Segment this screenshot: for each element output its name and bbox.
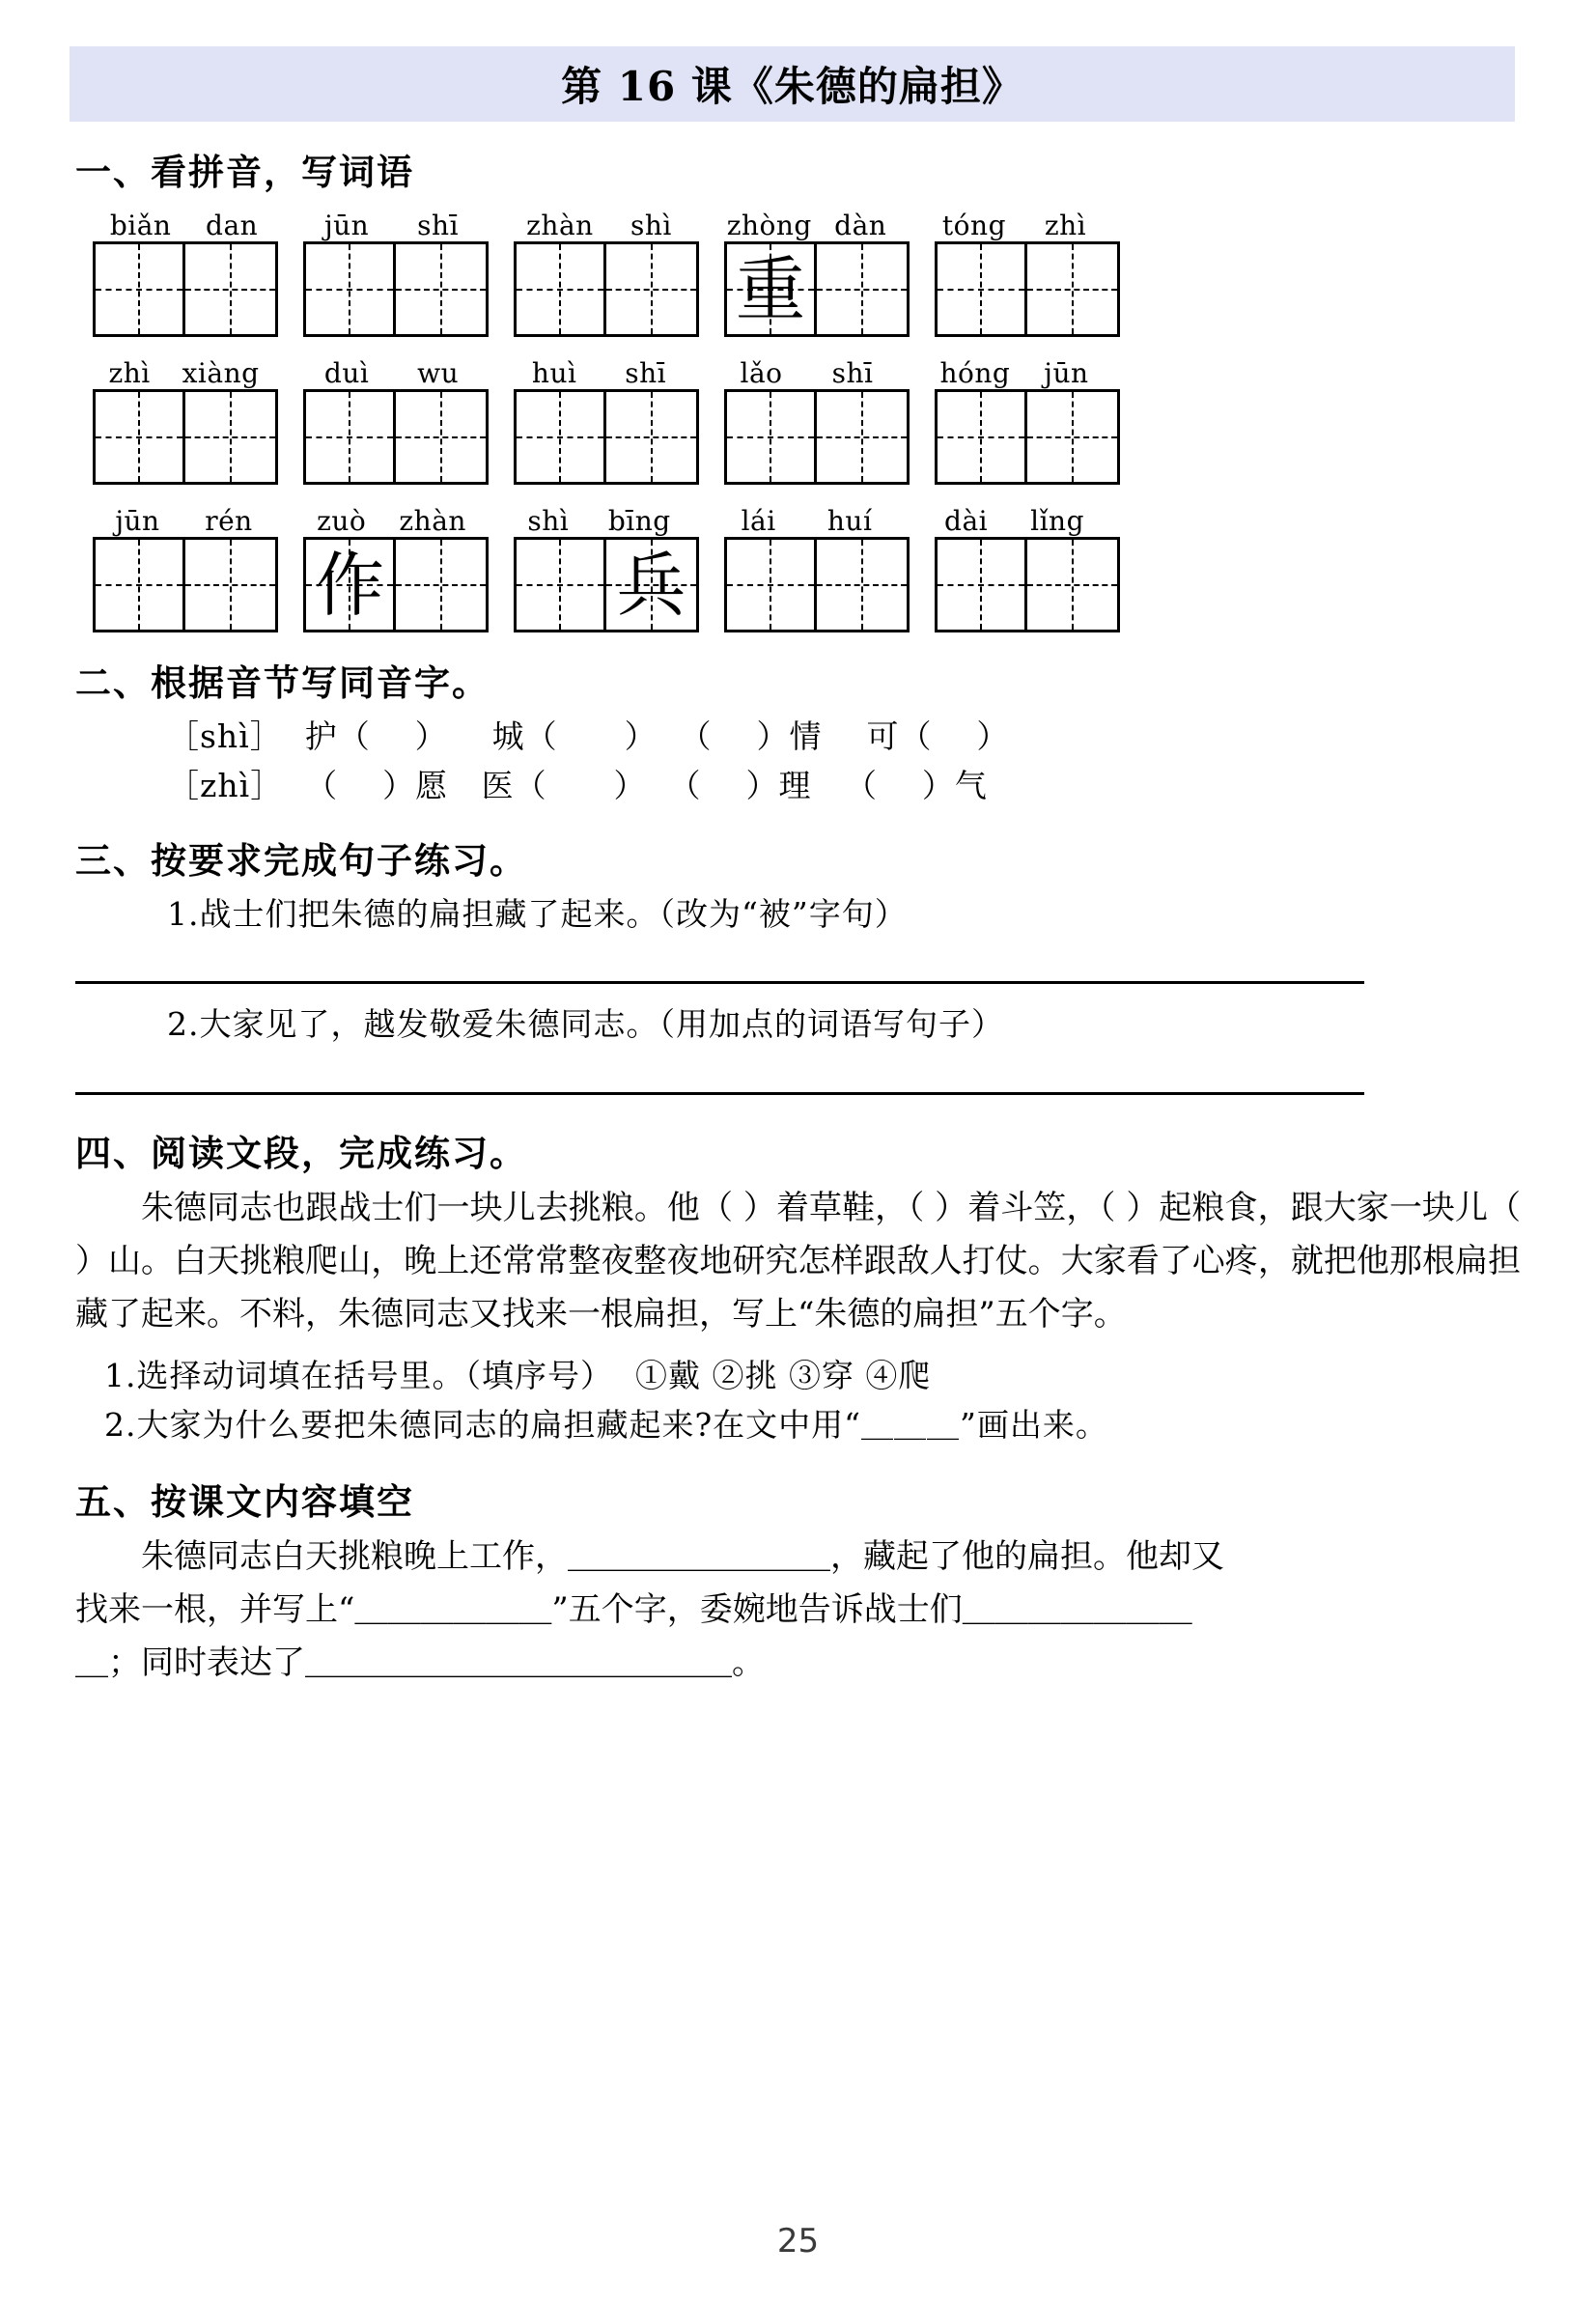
tianzige-group bbox=[93, 537, 278, 632]
pinyin-syllable: zhì bbox=[1044, 210, 1087, 241]
tianzige-row bbox=[93, 241, 1486, 337]
fill-blank-line-1[interactable]: 朱德同志白天挑粮晚上工作，＿＿＿＿＿＿＿＿，藏起了他的扁担。他却又 bbox=[141, 1537, 1224, 1577]
tianzige-cell[interactable] bbox=[938, 392, 1027, 482]
tianzige-cell[interactable] bbox=[396, 244, 486, 334]
pinyin-group bbox=[508, 496, 690, 537]
tianzige-char: 兵 bbox=[616, 544, 686, 626]
tianzige-cell[interactable] bbox=[96, 244, 185, 334]
tianzige-cell[interactable] bbox=[517, 244, 606, 334]
sentence-question-1: 1.战士们把朱德的扁担藏了起来。（改为“被”字句） bbox=[167, 895, 908, 934]
tianzige-cell[interactable] bbox=[1027, 392, 1117, 482]
pinyin-syllable: shī bbox=[625, 357, 667, 389]
pinyin-label-row bbox=[93, 201, 1486, 241]
pinyin-group bbox=[715, 201, 898, 241]
homophone-line-zhi[interactable]: ［zhì］ （ ）愿 医（ ） （ ）理 （ ）气 bbox=[167, 767, 988, 805]
pinyin-syllable: huí bbox=[826, 505, 873, 537]
pinyin-writing-exercise bbox=[75, 201, 1521, 632]
worksheet-page bbox=[0, 46, 1596, 2303]
answer-line-1[interactable] bbox=[75, 981, 1364, 984]
pinyin-syllable: hóng bbox=[939, 357, 1011, 389]
tianzige-cell[interactable] bbox=[606, 392, 696, 482]
pinyin-label-row bbox=[93, 349, 1486, 389]
pinyin-syllable: zuò bbox=[317, 505, 367, 537]
fill-blank-line-2[interactable]: 找来一根，并写上“＿＿＿＿＿＿”五个字，委婉地告诉战士们＿＿＿＿＿＿＿ bbox=[75, 1590, 1192, 1630]
pinyin-syllable: xiàng bbox=[182, 357, 260, 389]
pinyin-group bbox=[923, 496, 1106, 537]
tianzige-cell[interactable] bbox=[606, 244, 696, 334]
tianzige-cell[interactable] bbox=[727, 540, 817, 630]
tianzige-group bbox=[514, 537, 699, 632]
pinyin-group bbox=[300, 201, 483, 241]
tianzige-cell[interactable] bbox=[96, 392, 185, 482]
pinyin-syllable: lǎo bbox=[740, 357, 783, 389]
tianzige-cell[interactable] bbox=[1027, 244, 1117, 334]
tianzige-cell[interactable] bbox=[185, 540, 275, 630]
tianzige-cell[interactable] bbox=[185, 392, 275, 482]
title-banner bbox=[70, 46, 1515, 122]
pinyin-syllable: dài bbox=[944, 505, 989, 537]
tianzige-group bbox=[93, 389, 278, 485]
homophone-line-shi[interactable]: ［shì］ 护（ ） 城（ ） （ ）情 可（ ） bbox=[167, 717, 1010, 755]
pinyin-syllable: dàn bbox=[834, 210, 887, 241]
pinyin-group bbox=[923, 349, 1106, 389]
tianzige-cell[interactable] bbox=[938, 244, 1027, 334]
tianzige-cell[interactable] bbox=[306, 392, 396, 482]
tianzige-cell[interactable] bbox=[185, 244, 275, 334]
pinyin-syllable: bīng bbox=[607, 505, 671, 537]
tianzige-group bbox=[514, 389, 699, 485]
tianzige-group bbox=[724, 537, 910, 632]
pinyin-syllable: zhàn bbox=[526, 210, 594, 241]
pinyin-syllable: shī bbox=[831, 357, 874, 389]
section-heading-3: 三、按要求完成句子练习。 bbox=[75, 839, 527, 883]
pinyin-group bbox=[93, 201, 275, 241]
pinyin-syllable: dan bbox=[206, 210, 259, 241]
tianzige-cell[interactable] bbox=[306, 244, 396, 334]
pinyin-syllable: huì bbox=[531, 357, 577, 389]
pinyin-syllable: lǐng bbox=[1030, 505, 1084, 537]
pinyin-group bbox=[923, 201, 1106, 241]
pinyin-syllable: zhòng bbox=[726, 210, 812, 241]
tianzige-group bbox=[303, 389, 489, 485]
pinyin-group bbox=[93, 349, 275, 389]
pinyin-syllable: biǎn bbox=[109, 210, 172, 241]
pinyin-row bbox=[75, 349, 1521, 485]
section-heading-1: 一、看拼音，写词语 bbox=[75, 151, 414, 193]
pinyin-group bbox=[715, 349, 898, 389]
pinyin-group bbox=[300, 496, 483, 537]
tianzige-row bbox=[93, 537, 1486, 632]
tianzige-group bbox=[303, 241, 489, 337]
tianzige-group bbox=[514, 241, 699, 337]
tianzige-group bbox=[935, 537, 1120, 632]
pinyin-group bbox=[93, 496, 275, 537]
fill-blank-line-3[interactable]: ＿；同时表达了＿＿＿＿＿＿＿＿＿＿＿＿＿。 bbox=[75, 1643, 765, 1683]
page-title: 第 16 课《朱德的扁担》 bbox=[561, 63, 1023, 110]
tianzige-cell-filled[interactable] bbox=[306, 540, 396, 630]
section-heading-5: 五、按课文内容填空 bbox=[75, 1480, 414, 1524]
tianzige-cell-filled[interactable] bbox=[606, 540, 696, 630]
pinyin-row bbox=[75, 496, 1521, 632]
pinyin-syllable: wu bbox=[417, 357, 460, 389]
tianzige-cell[interactable] bbox=[517, 392, 606, 482]
pinyin-group bbox=[508, 349, 690, 389]
tianzige-cell[interactable] bbox=[396, 392, 486, 482]
pinyin-group bbox=[715, 496, 898, 537]
tianzige-cell[interactable] bbox=[1027, 540, 1117, 630]
pinyin-label-row bbox=[93, 496, 1486, 537]
tianzige-group bbox=[935, 389, 1120, 485]
pinyin-syllable: shī bbox=[417, 210, 460, 241]
tianzige-cell[interactable] bbox=[517, 540, 606, 630]
sentence-question-2: 2.大家见了，越发敬爱朱德同志。（用加点的词语写句子） bbox=[167, 1005, 1004, 1044]
reading-question-2: 2.大家为什么要把朱德同志的扁担藏起来?在文中用“＿＿＿”画出来。 bbox=[104, 1405, 1108, 1444]
tianzige-row bbox=[93, 389, 1486, 485]
pinyin-syllable: shì bbox=[630, 210, 672, 241]
pinyin-syllable: lái bbox=[741, 505, 776, 537]
section-heading-4: 四、阅读文段，完成练习。 bbox=[75, 1131, 527, 1174]
tianzige-group bbox=[935, 241, 1120, 337]
reading-passage: 朱德同志也跟战士们一块儿去挑粮。他（ ）着草鞋，（ ）着斗笠，（ ）起粮食，跟大家一块儿（ ）山。白天挑粮爬山，晚上还常常整夜整夜地研究怎样跟敌人打仗。大家看了心疼，就把他那根扁担藏了起来。不料，朱德同志又找来一根扁担，写上“朱德的扁担”五个字。 bbox=[75, 1188, 1521, 1334]
pinyin-group bbox=[508, 201, 690, 241]
pinyin-syllable: zhì bbox=[108, 357, 151, 389]
pinyin-syllable: jūn bbox=[323, 210, 370, 241]
tianzige-char: 作 bbox=[314, 544, 384, 626]
tianzige-group bbox=[93, 241, 278, 337]
answer-line-2[interactable] bbox=[75, 1092, 1364, 1095]
section-heading-2: 二、根据音节写同音字。 bbox=[75, 661, 490, 704]
tianzige-cell[interactable] bbox=[96, 540, 185, 630]
pinyin-group bbox=[300, 349, 483, 389]
tianzige-group bbox=[724, 241, 910, 337]
pinyin-syllable: tóng bbox=[941, 210, 1006, 241]
tianzige-cell-filled[interactable] bbox=[727, 244, 817, 334]
tianzige-group bbox=[724, 389, 910, 485]
pinyin-syllable: duì bbox=[323, 357, 370, 389]
tianzige-group bbox=[303, 537, 489, 632]
tianzige-cell[interactable] bbox=[817, 540, 907, 630]
tianzige-cell[interactable] bbox=[817, 244, 907, 334]
pinyin-syllable: jūn bbox=[1044, 357, 1089, 389]
tianzige-cell[interactable] bbox=[938, 540, 1027, 630]
pinyin-syllable: jūn bbox=[115, 505, 160, 537]
page-number: 25 bbox=[776, 2222, 820, 2261]
tianzige-cell[interactable] bbox=[817, 392, 907, 482]
pinyin-syllable: zhàn bbox=[399, 505, 466, 537]
tianzige-cell[interactable] bbox=[396, 540, 486, 630]
pinyin-row bbox=[75, 201, 1521, 337]
tianzige-cell[interactable] bbox=[727, 392, 817, 482]
tianzige-char: 重 bbox=[735, 248, 805, 330]
reading-question-1: 1.选择动词填在括号里。（填序号） ①戴 ②挑 ③穿 ④爬 bbox=[104, 1356, 932, 1394]
pinyin-syllable: rén bbox=[205, 505, 253, 537]
pinyin-syllable: shì bbox=[527, 505, 570, 537]
